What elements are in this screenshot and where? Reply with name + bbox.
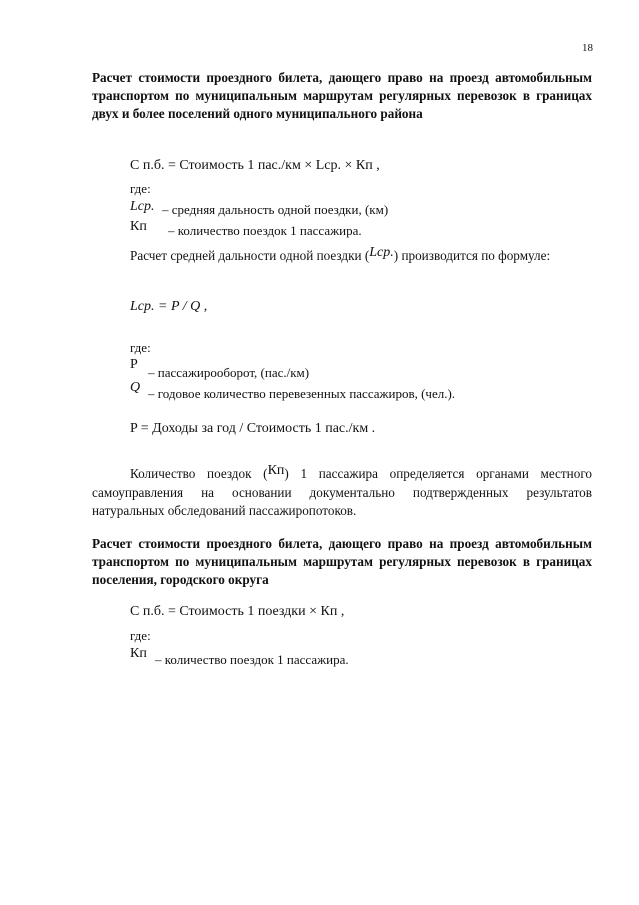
where-label: где: xyxy=(130,340,151,355)
kp-inline-symbol: Кп xyxy=(267,463,285,478)
kp-definition: – количество поездок 1 пассажира. xyxy=(155,652,349,667)
where-label: где: xyxy=(130,628,151,643)
formula-passenger-turnover: P = Доходы за год / Стоимость 1 пас./км . xyxy=(130,421,376,436)
p-symbol: P xyxy=(130,357,138,372)
lsr-definition: – средняя дальность одной поездки, (км) xyxy=(162,202,389,217)
formula-ticket-cost: С п.б. = Стоимость 1 пас./км × Lср. × Кп , xyxy=(130,158,380,173)
lsr-inline-symbol: Lср. xyxy=(369,245,394,260)
q-definition: – годовое количество перевезенных пассажиров, (чел.). xyxy=(148,386,456,401)
paragraph-kp: Количество поездок (Кп) 1 пассажира определяется органами местного самоуправления на основании документально подтвержденных результатов натуральных обследований пассажиропотоков. xyxy=(92,463,592,518)
kp-definition: – количество поездок 1 пассажира. xyxy=(168,223,362,238)
paragraph-lsr: Расчет средней дальности одной поездки (Lср.) производится по формуле: xyxy=(130,245,551,263)
p-definition: – пассажирооборот, (пас./км) xyxy=(148,365,310,380)
section2-heading: Расчет стоимости проездного билета, дающего право на проезд автомобильным транспортом по муниципальным маршрутам регулярных перевозок в границах поселения, городского округа xyxy=(92,536,592,587)
page-number: 18 xyxy=(582,42,593,54)
q-symbol: Q xyxy=(130,380,141,395)
kp-symbol: Кп xyxy=(130,646,147,661)
lsr-symbol: Lср. xyxy=(130,199,155,214)
formula-ticket-cost-settlement: С п.б. = Стоимость 1 поездки × Кп , xyxy=(130,604,345,619)
where-label: где: xyxy=(130,181,151,196)
section1-heading: Расчет стоимости проездного билета, дающего право на проезд автомобильным транспортом по муниципальным маршрутам регулярных перевозок в границах двух и более поселений одного муниципального района xyxy=(92,70,592,121)
formula-avg-distance: Lср. = P / Q , xyxy=(130,299,208,314)
kp-symbol: Кп xyxy=(130,219,147,234)
